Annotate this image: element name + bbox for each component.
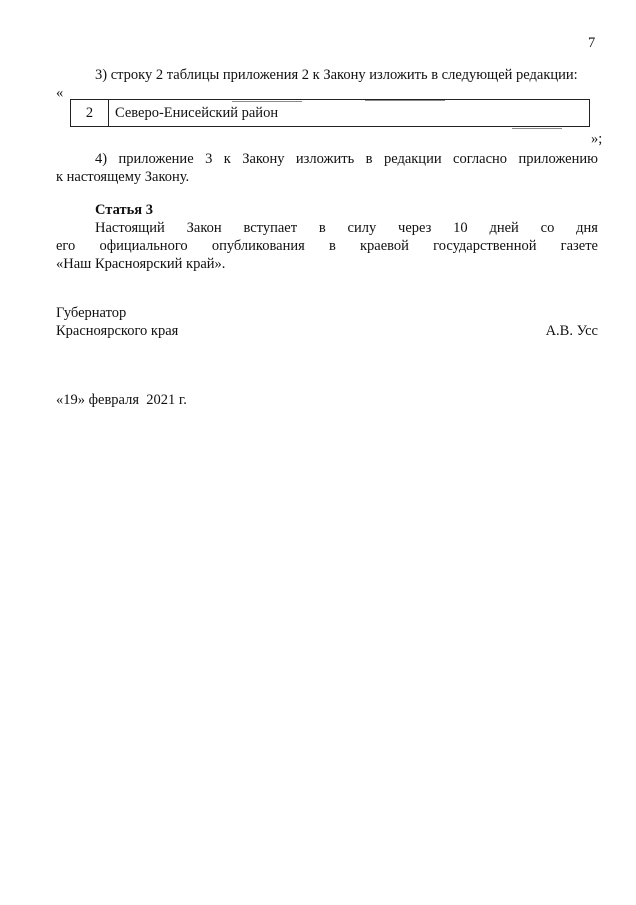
item-4-line-1 (95, 150, 598, 168)
article-heading: Статья 3 (95, 202, 153, 218)
word: 4) (95, 151, 108, 167)
article-line-1 (95, 219, 598, 237)
opening-quote: « (56, 85, 64, 101)
item-3-text: 3) строку 2 таблицы приложения 2 к Закону изложить в следующей редакции: (95, 67, 578, 83)
word: Настоящий (95, 220, 165, 236)
signature-title-line-2: Красноярского края (56, 323, 179, 339)
table-row-district-name: Северо-Енисейский район (115, 105, 279, 121)
word: 10 (453, 220, 468, 236)
signatory-name: А.В. Усс (545, 323, 598, 339)
article-line-2 (56, 237, 598, 255)
article-line-3: «Наш Красноярский край». (56, 256, 226, 272)
word: Закону (242, 151, 285, 167)
item-4-line-2: к настоящему Закону. (56, 169, 190, 185)
word: приложение (118, 151, 194, 167)
word: редакции (383, 151, 442, 167)
word: вступает (243, 220, 298, 236)
closing-quote: »; (591, 131, 603, 147)
page-number: 7 (588, 35, 596, 51)
document-date: «19» февраля 2021 г. (56, 392, 187, 408)
word: газете (560, 238, 598, 254)
word: дней (489, 220, 519, 236)
scan-artifact-line (512, 128, 562, 129)
word: краевой (360, 238, 409, 254)
word: дня (576, 220, 598, 236)
word: 3 (205, 151, 213, 167)
word: официального (99, 238, 188, 254)
word: государственной (433, 238, 537, 254)
word: в (318, 220, 326, 236)
word: силу (347, 220, 377, 236)
word: его (56, 238, 76, 254)
word: в (365, 151, 373, 167)
word: приложению (518, 151, 598, 167)
table-row-number: 2 (71, 100, 109, 126)
word: изложить (295, 151, 355, 167)
word: со (540, 220, 555, 236)
word: Закон (186, 220, 222, 236)
word: через (398, 220, 432, 236)
word: к (223, 151, 231, 167)
word: согласно (453, 151, 508, 167)
word: опубликования (211, 238, 305, 254)
district-table-row (70, 99, 590, 127)
signature-title-line-1: Губернатор (56, 305, 127, 321)
word: в (328, 238, 336, 254)
